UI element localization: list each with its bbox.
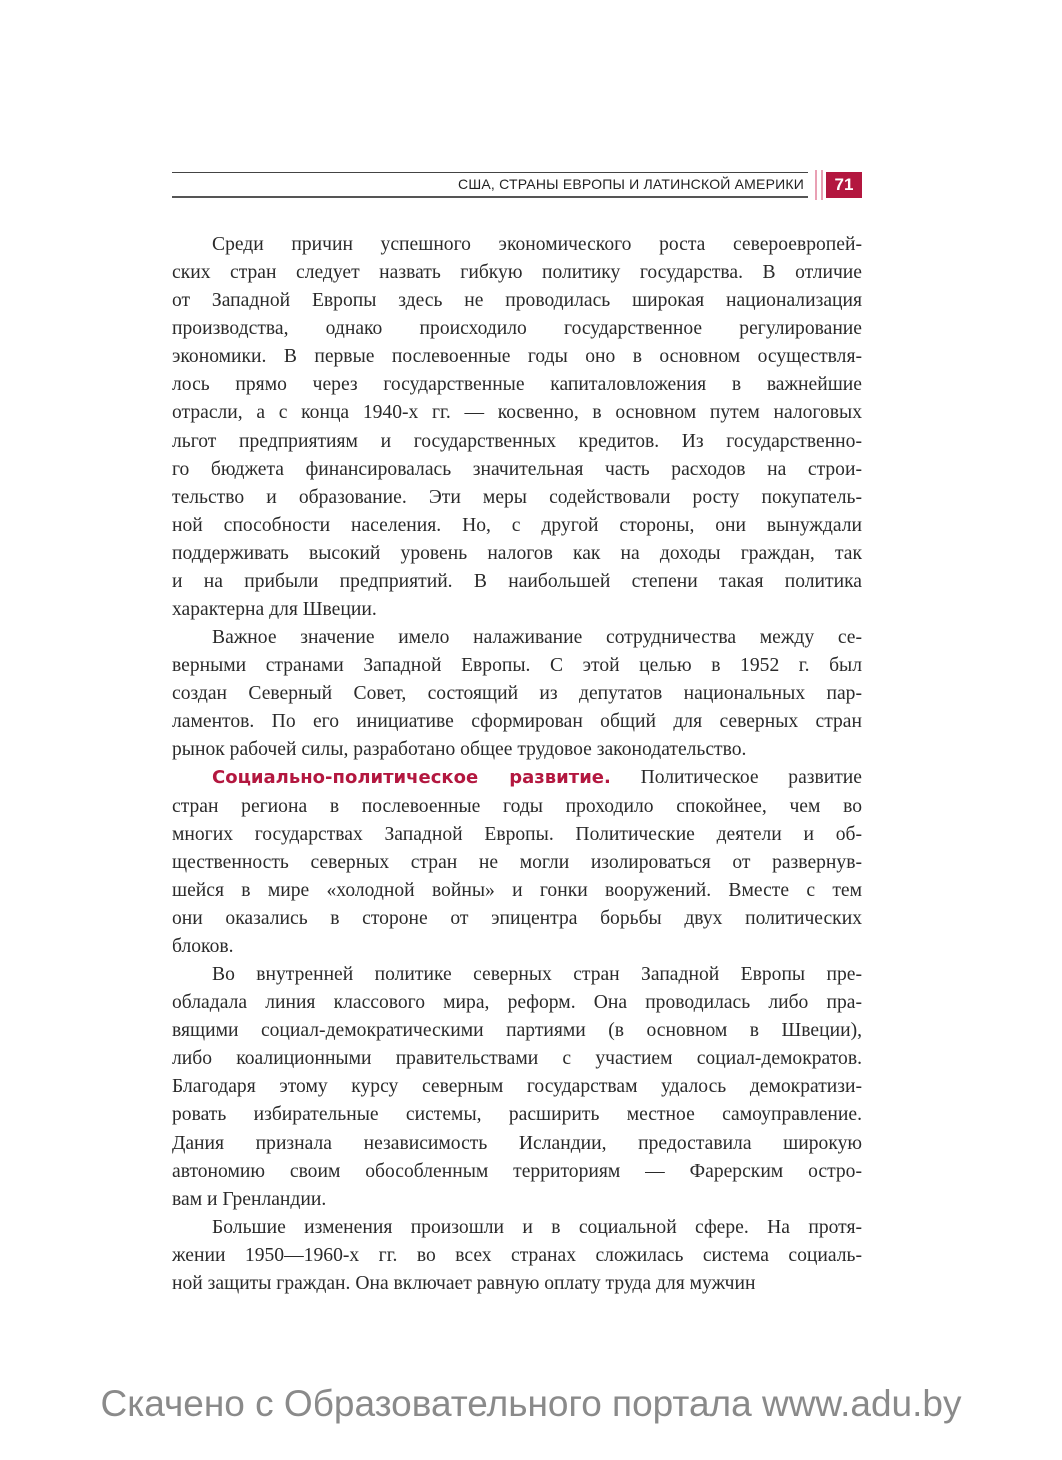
paragraph — [172, 624, 862, 764]
paragraph — [172, 764, 862, 961]
line-text: ских стран следует назвать гибкую политику государства. В отличие — [172, 262, 862, 284]
line-text: многих государствах Западной Европы. Политические деятели и об- — [172, 823, 862, 845]
text-line — [172, 849, 862, 877]
line-text: производства, однако происходило государственное регулирование — [172, 318, 862, 340]
text-line — [172, 652, 862, 680]
paragraph — [172, 1214, 862, 1298]
line-text: стран региона в послевоенные годы проходило спокойнее, чем во — [172, 795, 862, 817]
text-line — [172, 596, 862, 624]
line-text: ламентов. По его инициативе сформирован общий для северных стран — [172, 711, 862, 733]
line-text: они оказались в стороне от эпицентра борьбы двух политических — [172, 907, 862, 929]
line-text: лось прямо через государственные капиталовложения в важнейшие — [172, 374, 862, 396]
line-text: верными странами Западной Европы. С этой целью в 1952 г. был — [172, 655, 862, 677]
line-text: ровать избирательные системы, расширить местное самоуправление. — [172, 1104, 862, 1126]
line-text: Благодаря этому курсу северным государствам удалось демократизи- — [172, 1076, 862, 1098]
text-line — [172, 287, 862, 315]
line-text: и на прибыли предприятий. В наибольшей степени такая политика — [172, 570, 862, 592]
text-line — [172, 1073, 862, 1101]
text-line — [172, 1214, 862, 1242]
header-rule-bottom — [172, 196, 808, 198]
page-number-decoration — [815, 170, 823, 200]
line-text: щественность северных стран не могли изолироваться от развернув- — [172, 851, 862, 873]
text-line — [172, 540, 862, 568]
text-line — [172, 961, 862, 989]
line-text: Среди причин успешного экономического роста североевропей- — [212, 234, 862, 255]
text-line — [172, 764, 862, 792]
text-line — [172, 371, 862, 399]
text-line — [172, 933, 862, 961]
line-text: Дания признала независимость Исландии, предоставила широкую — [172, 1132, 862, 1154]
line-text: Большие изменения произошли и в социальной сфере. На протя- — [212, 1216, 862, 1238]
line-text: Во внутренней политике северных стран Западной Европы пре- — [212, 964, 862, 986]
page-number: 71 — [826, 172, 862, 198]
line-text: ной защиты граждан. Она включает равную оплату труда для мужчин — [172, 1272, 756, 1294]
text-line — [172, 231, 862, 259]
text-line — [172, 1242, 862, 1270]
text-line — [172, 1101, 862, 1129]
text-line — [172, 989, 862, 1017]
line-text: блоков. — [172, 935, 234, 957]
line-text: Политическое развитие — [610, 767, 862, 789]
text-line — [172, 877, 862, 905]
line-text: ной способности населения. Но, с другой стороны, они вынуждали — [172, 514, 862, 536]
line-text: поддерживать высокий уровень налогов как на доходы граждан, так — [172, 542, 862, 564]
section-heading: Социально-политическое развитие. — [212, 767, 611, 789]
line-text: экономики. В первые послевоенные годы оно в основном осуществля- — [172, 346, 862, 368]
text-line — [172, 624, 862, 652]
text-line — [172, 680, 862, 708]
text-line — [172, 1158, 862, 1186]
paragraph — [172, 231, 862, 624]
text-line — [172, 1017, 862, 1045]
line-text: рынок рабочей силы, разработано общее трудовое законодательство. — [172, 739, 747, 761]
text-line — [172, 259, 862, 287]
text-line — [172, 343, 862, 371]
text-line — [172, 793, 862, 821]
text-line — [172, 736, 862, 764]
line-text: жении 1950—1960-х гг. во всех странах сложилась система социаль- — [172, 1244, 862, 1266]
text-line — [172, 1186, 862, 1214]
line-text: шейся в мире «холодной войны» и гонки вооружений. Вместе с тем — [172, 879, 862, 901]
text-line — [172, 1270, 862, 1298]
line-text: Важное значение имело налаживание сотрудничества между се- — [212, 627, 862, 649]
line-text: автономию своим обособленным территориям — Фарерским остро- — [172, 1160, 862, 1182]
text-line — [172, 1045, 862, 1073]
line-text: от Западной Европы здесь не проводилась широкая национализация — [172, 290, 862, 312]
page-body — [172, 231, 862, 1298]
text-line — [172, 1130, 862, 1158]
line-text: характерна для Швеции. — [172, 599, 377, 621]
header-rule-top — [172, 172, 808, 173]
line-text: создан Северный Совет, состоящий из депутатов национальных пар- — [172, 683, 862, 705]
text-line — [172, 315, 862, 343]
text-line — [172, 821, 862, 849]
text-line — [172, 484, 862, 512]
text-line — [172, 905, 862, 933]
text-line — [172, 512, 862, 540]
line-text: обладала линия классового мира, реформ. Она проводилась либо пра- — [172, 992, 862, 1014]
line-text: льгот предприятиям и государственных кредитов. Из государственно- — [172, 430, 862, 452]
text-line — [172, 708, 862, 736]
text-line — [172, 568, 862, 596]
paragraph — [172, 961, 862, 1214]
line-text: тельство и образование. Эти меры содействовали росту покупатель- — [172, 486, 862, 508]
line-text: либо коалиционными правительствами с участием социал-демократов. — [172, 1048, 862, 1070]
line-text: вящими социал-демократическими партиями (в основном в Швеции), — [172, 1020, 862, 1042]
line-text: вам и Гренландии. — [172, 1188, 327, 1210]
text-line — [172, 399, 862, 427]
text-line — [172, 456, 862, 484]
line-text: го бюджета финансировалась значительная часть расходов на строи- — [172, 458, 862, 480]
line-text: отрасли, а с конца 1940-х гг. — косвенно, в основном путем налоговых — [172, 402, 862, 424]
watermark: Скачено с Образовательного портала www.adu.by — [100, 1383, 962, 1424]
text-line — [172, 428, 862, 456]
running-title: США, СТРАНЫ ЕВРОПЫ И ЛАТИНСКОЙ АМЕРИКИ — [458, 176, 804, 192]
